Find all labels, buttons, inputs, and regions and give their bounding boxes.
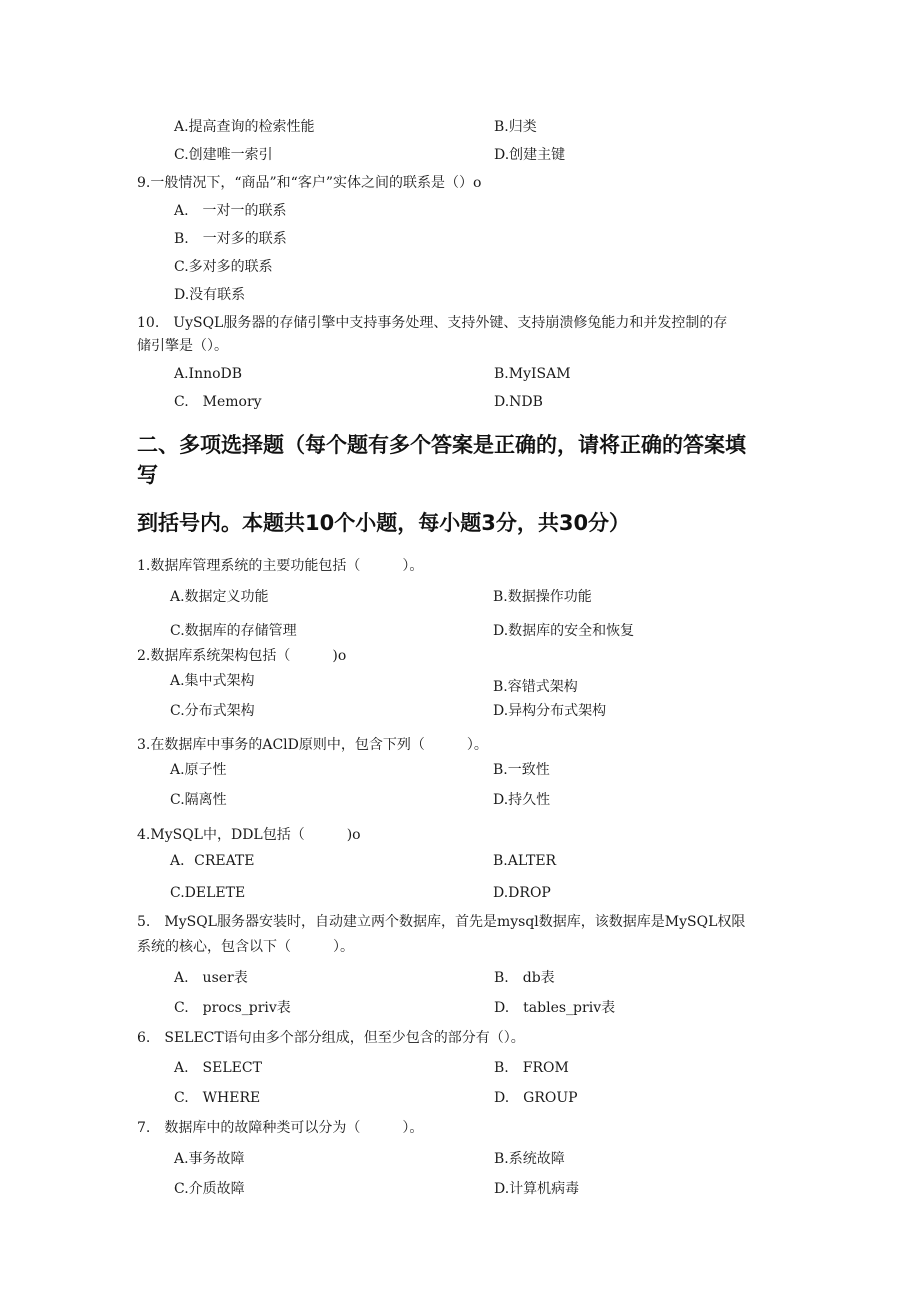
section-heading-line2: 写 (137, 463, 158, 487)
q9-stem: 9.一般情况下，“商品”和“客户”实体之间的联系是（）o (137, 175, 482, 191)
q8-option-b: B.归类 (494, 119, 537, 135)
q10-option-b: B.MyISAM (494, 366, 571, 382)
m2-option-c: C.分布式架构 (170, 703, 255, 719)
m5-option-a: A. user表 (174, 970, 248, 986)
m3-option-b: B.一致性 (493, 762, 550, 778)
m3-option-c: C.隔离性 (170, 792, 227, 808)
q9-option-c: C.多对多的联系 (174, 259, 273, 275)
m6-option-c: C. WHERE (174, 1090, 261, 1106)
m2-stem: 2.数据库系统架构包括（ )o (137, 648, 347, 664)
q8-option-c: C.创建唯一索引 (174, 147, 273, 163)
q9-option-d: D.没有联系 (174, 287, 246, 303)
m2-option-d: D.异构分布式架构 (493, 703, 607, 719)
m4-option-d: D.DROP (493, 885, 551, 901)
m1-option-a: A.数据定义功能 (170, 589, 269, 605)
m7-option-a: A.事务故障 (174, 1151, 245, 1167)
m6-option-a: A. SELECT (174, 1060, 262, 1076)
m1-option-c: C.数据库的存储管理 (170, 623, 297, 639)
m7-stem: 7. 数据库中的故障种类可以分为（ ）。 (137, 1120, 424, 1136)
q10-option-d: D.NDB (494, 394, 543, 410)
m3-option-d: D.持久性 (493, 792, 551, 808)
q10-stem-line2: 储引擎是（）。 (137, 338, 228, 354)
section-heading-line1: 二、多项选择题（每个题有多个答案是正确的，请将正确的答案填 (137, 433, 746, 457)
m4-option-a: A．CREATE (170, 853, 255, 869)
section-heading-line3: 到括号内。本题共10个小题，每小题3分，共30分） (137, 511, 631, 535)
m3-option-a: A.原子性 (170, 762, 227, 778)
m6-option-d: D. GROUP (494, 1090, 578, 1106)
m5-option-b: B. db表 (494, 970, 555, 986)
m5-option-d: D. tables_priv表 (494, 1000, 616, 1016)
q8-option-d: D.创建主键 (494, 147, 566, 163)
m4-stem: 4.MySQL中，DDL包括（ )o (137, 827, 361, 843)
m7-option-b: B.系统故障 (494, 1151, 565, 1167)
m3-stem: 3.在数据库中事务的AClD原则中，包含下列（ ）。 (137, 737, 488, 753)
m2-option-b: B.容错式架构 (493, 679, 578, 695)
m5-stem-line2: 系统的核心，包含以下（ ）。 (137, 939, 354, 955)
q10-stem-line1: 10. UySQL服务器的存储引擎中支持事务处理、支持外键、支持崩溃修兔能力和并发控制的存 (137, 315, 728, 331)
m7-option-c: C.介质故障 (174, 1181, 245, 1197)
m6-option-b: B. FROM (494, 1060, 569, 1076)
m2-option-a: A.集中式架构 (170, 673, 255, 689)
m1-option-b: B.数据操作功能 (493, 589, 592, 605)
q8-option-a: A.提高查询的检索性能 (174, 119, 315, 135)
q9-option-a: A. 一对一的联系 (174, 203, 287, 219)
m4-option-c: C.DELETE (170, 885, 246, 901)
q10-option-a: A.InnoDB (174, 366, 243, 382)
m4-option-b: B.ALTER (493, 853, 557, 869)
m5-option-c: C. procs_priv表 (174, 1000, 291, 1016)
m6-stem: 6. SELECT语句由多个部分组成，但至少包含的部分有（）。 (137, 1030, 525, 1046)
m7-option-d: D.计算机病毒 (494, 1181, 580, 1197)
m5-stem-line1: 5. MySQL服务器安装时，自动建立两个数据库，首先是mysql数据库，该数据库是MySQL权限 (137, 914, 746, 930)
q9-option-b: B. 一对多的联系 (174, 231, 287, 247)
m1-stem: 1.数据库管理系统的主要功能包括（ ）。 (137, 558, 424, 574)
q10-option-c: C. Memory (174, 394, 262, 410)
m1-option-d: D.数据库的安全和恢复 (493, 623, 635, 639)
